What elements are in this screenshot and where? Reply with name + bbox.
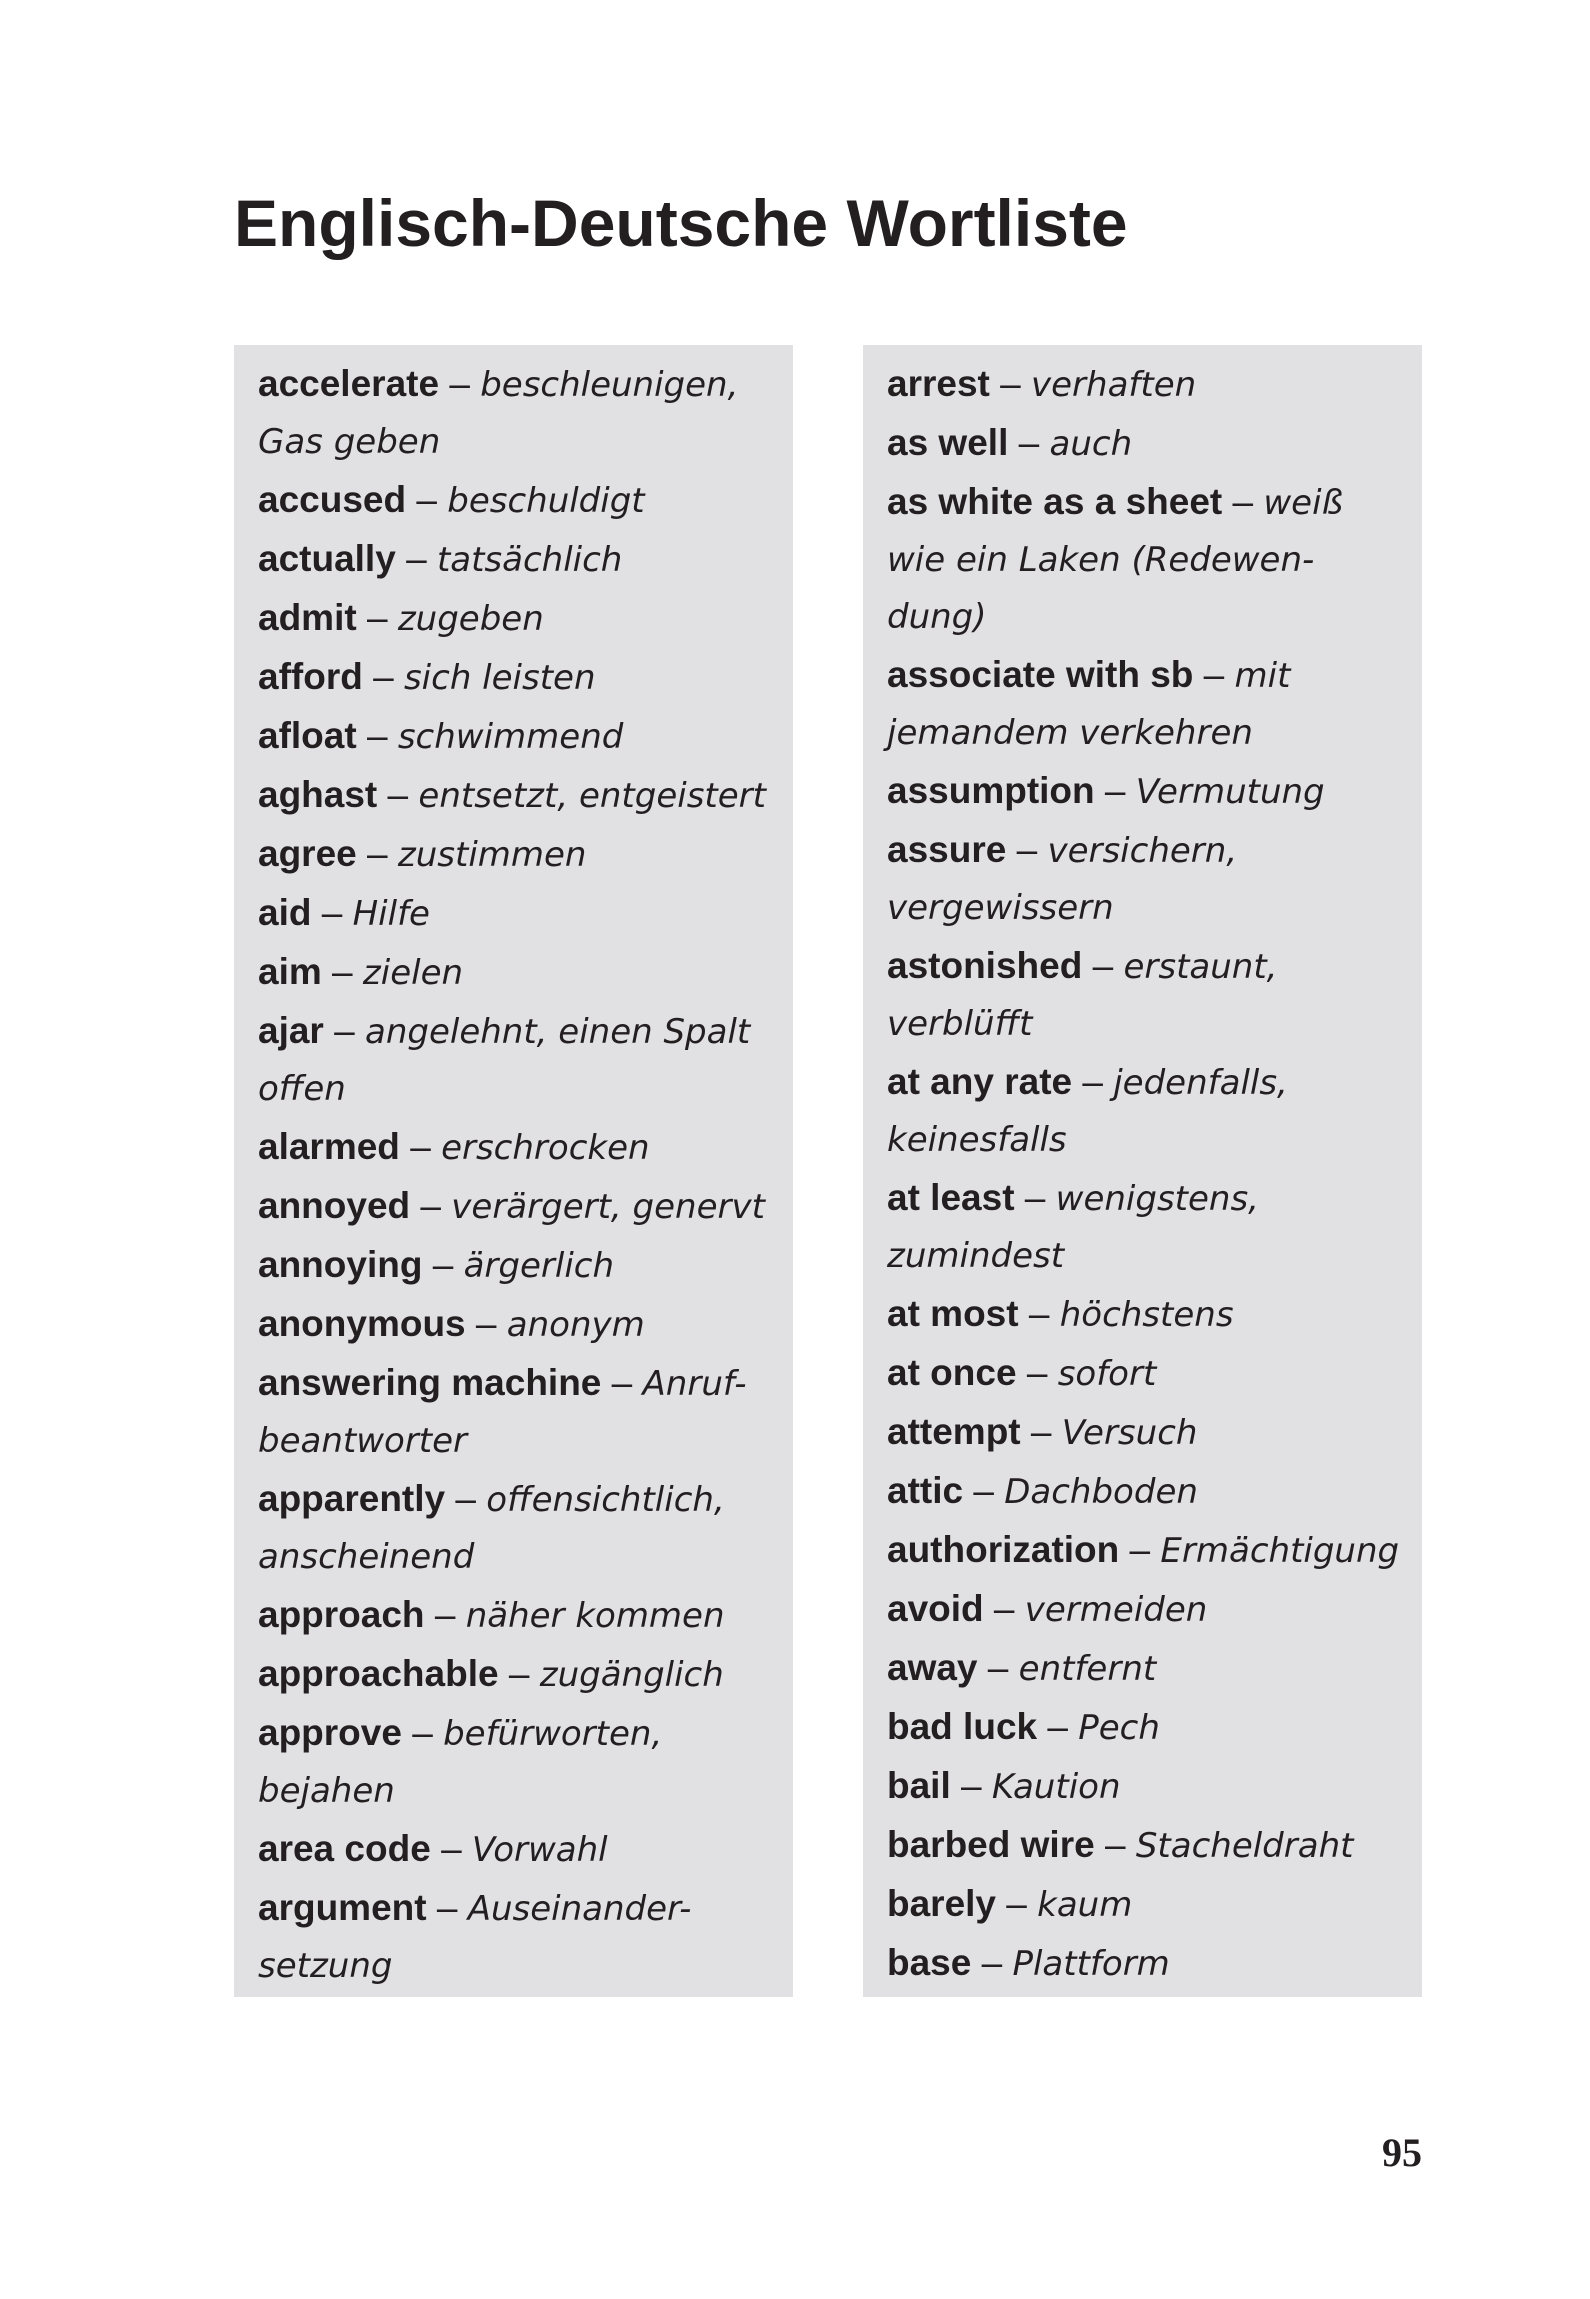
- english-term: agree: [258, 833, 357, 874]
- german-translation-continuation: verblüfft: [887, 1004, 1033, 1044]
- english-term: aid: [258, 892, 312, 933]
- german-translation: verhaften: [1031, 365, 1197, 405]
- word-entry: [887, 1462, 1400, 1521]
- word-entry: [258, 1820, 771, 1879]
- separator-dash: –: [455, 1478, 476, 1519]
- separator-dash: –: [1026, 1352, 1048, 1393]
- english-term: argument: [258, 1887, 427, 1928]
- separator-dash: –: [420, 1185, 441, 1226]
- separator-dash: –: [373, 656, 394, 697]
- german-translation: Anruf-: [642, 1364, 747, 1404]
- separator-dash: –: [387, 774, 409, 815]
- german-translation: beschleunigen,: [480, 365, 739, 405]
- english-term: anonymous: [258, 1303, 466, 1344]
- word-entry: [258, 1645, 771, 1704]
- german-translation-continuation: jemandem verkehren: [887, 713, 1253, 753]
- separator-dash: –: [406, 538, 427, 579]
- separator-dash: –: [412, 1712, 433, 1753]
- german-translation: Stacheldraht: [1135, 1826, 1354, 1866]
- separator-dash: –: [367, 833, 388, 874]
- word-entry: [258, 825, 771, 884]
- english-term: approach: [258, 1594, 425, 1635]
- german-translation-continuation: keinesfalls: [887, 1120, 1067, 1160]
- english-term: assumption: [887, 770, 1095, 811]
- german-translation: tatsächlich: [436, 540, 623, 580]
- german-translation-continuation: dung): [887, 597, 987, 637]
- english-term: bail: [887, 1765, 951, 1806]
- english-term: annoying: [258, 1244, 423, 1285]
- english-term: bad luck: [887, 1706, 1038, 1747]
- separator-dash: –: [1092, 945, 1114, 986]
- english-term: accused: [258, 479, 407, 520]
- word-entry: [258, 589, 771, 648]
- word-entry: [887, 1875, 1400, 1934]
- word-entry: [258, 1177, 771, 1236]
- english-term: at any rate: [887, 1061, 1073, 1102]
- separator-dash: –: [475, 1303, 497, 1344]
- separator-dash: –: [961, 1765, 982, 1806]
- german-translation: entfernt: [1018, 1649, 1157, 1689]
- english-term: admit: [258, 597, 357, 638]
- german-translation: Ermächtigung: [1160, 1531, 1400, 1571]
- separator-dash: –: [321, 892, 343, 933]
- separator-dash: –: [1028, 1293, 1050, 1334]
- word-list-column-left: [234, 345, 793, 1997]
- german-translation: ärgerlich: [463, 1246, 615, 1286]
- english-term: as well: [887, 422, 1009, 463]
- german-translation-continuation: beantworter: [258, 1421, 468, 1461]
- german-translation: Kaution: [991, 1767, 1121, 1807]
- word-entry: [887, 414, 1400, 473]
- word-entry: [887, 1816, 1400, 1875]
- english-term: actually: [258, 538, 396, 579]
- separator-dash: –: [366, 715, 388, 756]
- german-translation: zielen: [362, 953, 464, 993]
- english-term: barbed wire: [887, 1824, 1095, 1865]
- separator-dash: –: [1104, 1824, 1126, 1865]
- word-entry: [258, 471, 771, 530]
- english-term: apparently: [258, 1478, 446, 1519]
- german-translation: jedenfalls,: [1113, 1063, 1288, 1103]
- english-term: barely: [887, 1883, 997, 1924]
- word-entry: [887, 1639, 1400, 1698]
- separator-dash: –: [432, 1244, 454, 1285]
- separator-dash: –: [410, 1126, 431, 1167]
- german-translation: versichern,: [1047, 831, 1238, 871]
- separator-dash: –: [1104, 770, 1126, 811]
- english-term: ajar: [258, 1010, 324, 1051]
- english-term: at once: [887, 1352, 1017, 1393]
- german-translation-continuation: anscheinend: [258, 1537, 475, 1577]
- separator-dash: –: [987, 1647, 1009, 1688]
- german-translation: zustimmen: [397, 835, 587, 875]
- english-term: area code: [258, 1828, 431, 1869]
- separator-dash: –: [1030, 1411, 1052, 1452]
- german-translation: angelehnt, einen Spalt: [364, 1012, 751, 1052]
- german-translation: Versuch: [1061, 1413, 1198, 1453]
- word-entry: [258, 943, 771, 1002]
- word-entry: [258, 884, 771, 943]
- word-entry: [887, 646, 1400, 762]
- german-translation: anonym: [506, 1305, 645, 1345]
- german-translation-continuation: zumindest: [887, 1236, 1065, 1276]
- word-entry: [887, 473, 1400, 646]
- english-term: at least: [887, 1177, 1015, 1218]
- separator-dash: –: [1000, 363, 1021, 404]
- german-translation: Auseinander-: [467, 1889, 692, 1929]
- word-entry: [887, 1285, 1400, 1344]
- german-translation: erschrocken: [441, 1128, 650, 1168]
- word-entry: [258, 1295, 771, 1354]
- separator-dash: –: [441, 1828, 462, 1869]
- word-entry: [887, 1934, 1400, 1993]
- separator-dash: –: [1016, 829, 1038, 870]
- word-entry: [887, 1580, 1400, 1639]
- separator-dash: –: [1018, 422, 1040, 463]
- word-entry: [258, 1236, 771, 1295]
- german-translation: sofort: [1057, 1354, 1157, 1394]
- word-entry: [887, 355, 1400, 414]
- german-translation: schwimmend: [397, 717, 624, 757]
- word-entry: [258, 1704, 771, 1820]
- english-term: assure: [887, 829, 1007, 870]
- word-entry: [258, 1879, 771, 1995]
- word-entry: [258, 1002, 771, 1118]
- german-translation-continuation: vergewissern: [887, 888, 1114, 928]
- english-term: answering machine: [258, 1362, 602, 1403]
- english-term: authorization: [887, 1529, 1120, 1570]
- word-entry: [887, 1169, 1400, 1285]
- word-entry: [258, 648, 771, 707]
- separator-dash: –: [1203, 654, 1225, 695]
- separator-dash: –: [449, 363, 470, 404]
- word-entry: [258, 766, 771, 825]
- word-entry: [258, 1354, 771, 1470]
- english-term: aghast: [258, 774, 378, 815]
- german-translation: Vorwahl: [471, 1830, 608, 1870]
- german-translation: näher kommen: [465, 1596, 725, 1636]
- german-translation: kaum: [1037, 1885, 1133, 1925]
- word-entry: [258, 530, 771, 589]
- german-translation: vermeiden: [1024, 1590, 1208, 1630]
- word-entry: [887, 1344, 1400, 1403]
- separator-dash: –: [611, 1362, 633, 1403]
- english-term: avoid: [887, 1588, 984, 1629]
- english-term: aim: [258, 951, 322, 992]
- german-translation: Hilfe: [352, 894, 430, 934]
- german-translation: offensichtlich,: [486, 1480, 725, 1520]
- english-term: attempt: [887, 1411, 1021, 1452]
- word-entry: [258, 1586, 771, 1645]
- word-entry: [887, 762, 1400, 821]
- german-translation: höchstens: [1059, 1295, 1234, 1335]
- separator-dash: –: [1232, 481, 1254, 522]
- english-term: arrest: [887, 363, 990, 404]
- separator-dash: –: [1024, 1177, 1046, 1218]
- word-entry: [258, 1118, 771, 1177]
- german-translation: zugeben: [397, 599, 544, 639]
- german-translation: zugänglich: [539, 1655, 724, 1695]
- separator-dash: –: [1006, 1883, 1027, 1924]
- separator-dash: –: [981, 1942, 1003, 1983]
- word-entry: [258, 707, 771, 766]
- word-entry: [887, 1521, 1400, 1580]
- separator-dash: –: [366, 597, 388, 638]
- word-entry: [887, 1403, 1400, 1462]
- german-translation: erstaunt,: [1123, 947, 1278, 987]
- page-title: Englisch-Deutsche Wortliste: [234, 186, 1128, 260]
- german-translation: befürworten,: [443, 1714, 663, 1754]
- german-translation-continuation: setzung: [258, 1946, 393, 1986]
- german-translation: entsetzt, entgeistert: [418, 776, 766, 816]
- english-term: associate with sb: [887, 654, 1194, 695]
- german-translation-continuation: wie ein Laken (Redewen-: [887, 540, 1315, 580]
- english-term: approachable: [258, 1653, 499, 1694]
- english-term: afloat: [258, 715, 357, 756]
- english-term: alarmed: [258, 1126, 400, 1167]
- english-term: attic: [887, 1470, 964, 1511]
- separator-dash: –: [973, 1470, 994, 1511]
- separator-dash: –: [436, 1887, 458, 1928]
- separator-dash: –: [993, 1588, 1015, 1629]
- german-translation: Vermutung: [1135, 772, 1325, 812]
- separator-dash: –: [1082, 1061, 1103, 1102]
- german-translation-continuation: offen: [258, 1069, 346, 1109]
- english-term: annoyed: [258, 1185, 411, 1226]
- word-entry: [887, 1698, 1400, 1757]
- separator-dash: –: [1047, 1706, 1068, 1747]
- separator-dash: –: [508, 1653, 530, 1694]
- german-translation: verärgert, genervt: [451, 1187, 765, 1227]
- english-term: afford: [258, 656, 363, 697]
- word-entry: [258, 1470, 771, 1586]
- separator-dash: –: [434, 1594, 456, 1635]
- separator-dash: –: [334, 1010, 355, 1051]
- german-translation: Pech: [1078, 1708, 1160, 1748]
- word-entry: [887, 1053, 1400, 1169]
- separator-dash: –: [332, 951, 353, 992]
- german-translation: weiß: [1263, 483, 1343, 523]
- german-translation-continuation: bejahen: [258, 1771, 395, 1811]
- german-translation: beschuldigt: [447, 481, 645, 521]
- separator-dash: –: [416, 479, 437, 520]
- word-entry: [887, 1757, 1400, 1816]
- english-term: away: [887, 1647, 978, 1688]
- english-term: astonished: [887, 945, 1083, 986]
- word-entry: [887, 821, 1400, 937]
- english-term: base: [887, 1942, 972, 1983]
- word-list-column-right: [863, 345, 1422, 1997]
- word-entry: [887, 937, 1400, 1053]
- german-translation: auch: [1049, 424, 1133, 464]
- separator-dash: –: [1129, 1529, 1151, 1570]
- german-translation-continuation: Gas geben: [258, 422, 441, 462]
- english-term: approve: [258, 1712, 402, 1753]
- english-term: accelerate: [258, 363, 440, 404]
- german-translation: Plattform: [1012, 1944, 1170, 1984]
- english-term: at most: [887, 1293, 1019, 1334]
- german-translation: wenigstens,: [1055, 1179, 1259, 1219]
- page-number: 95: [1382, 2130, 1422, 2175]
- english-term: as white as a sheet: [887, 481, 1223, 522]
- german-translation: sich leisten: [403, 658, 596, 698]
- german-translation: Dachboden: [1004, 1472, 1198, 1512]
- german-translation: mit: [1234, 656, 1291, 696]
- word-entry: [258, 355, 771, 471]
